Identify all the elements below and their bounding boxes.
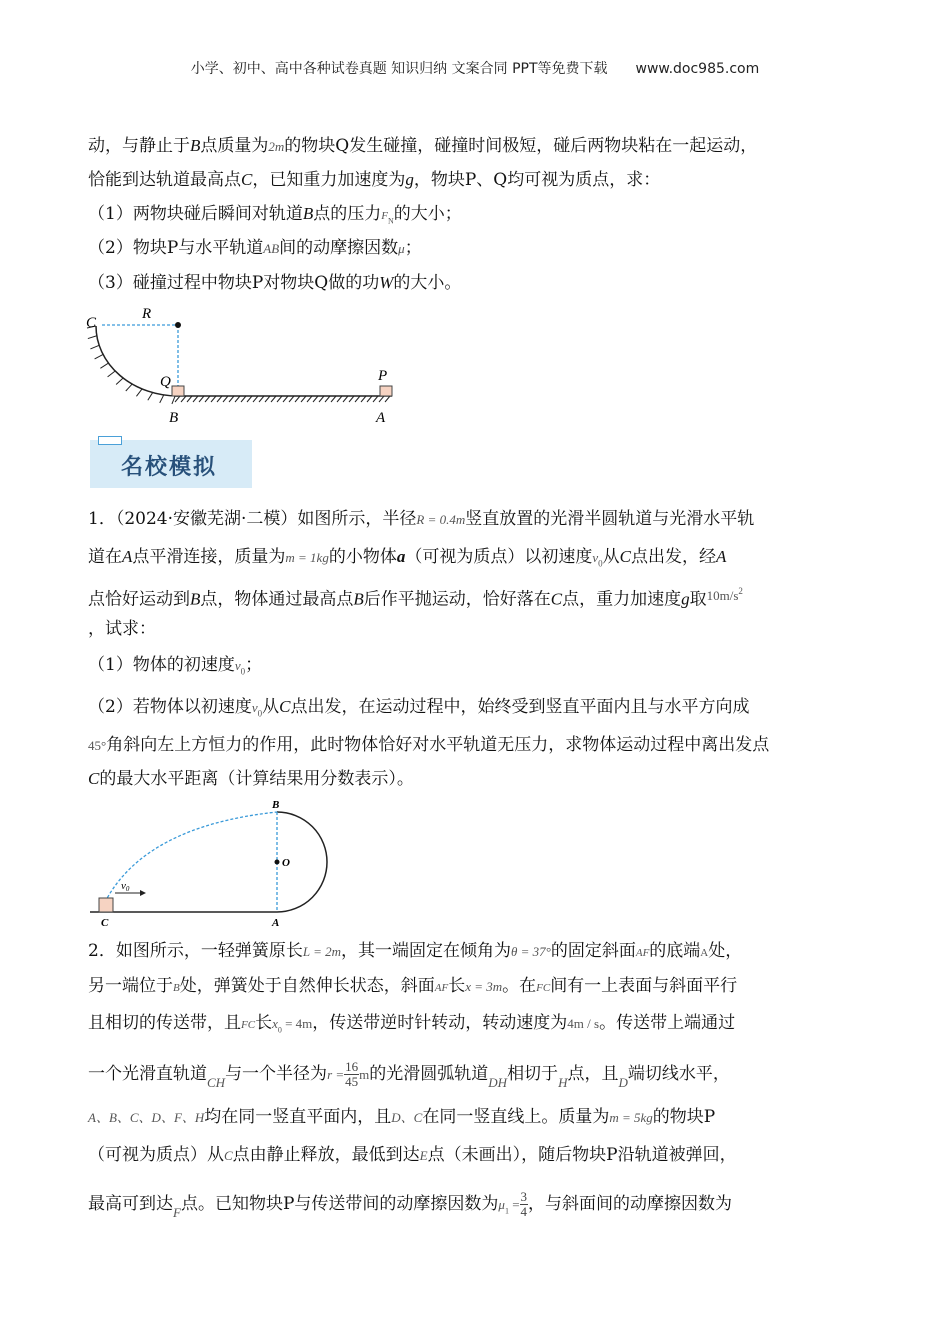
- p1-question-1: （1）两物块碰后瞬间对轨道B点的压力$F_N$的大小；: [88, 204, 462, 226]
- label-O: O: [282, 857, 290, 869]
- hatch-mark: [319, 396, 324, 402]
- hatch-mark: [241, 396, 246, 402]
- hatch-mark: [289, 396, 294, 402]
- p2-line-1: 1．（2024·安徽芜湖·二模）如图所示，半径R = 0.4m竖直放置的光滑半圆轨道与光滑水平轨: [88, 509, 755, 529]
- p3-line-1: 2．如图所示，一轻弹簧原长L = 2m，其一端固定在倾角为θ = 37°的固定斜面AF的底端A处，: [88, 941, 743, 961]
- label-B: B: [272, 799, 280, 811]
- hatch-mark: [217, 396, 222, 402]
- p3-line-6: （可视为质点）从C点由静止释放，最低到达E点（未画出），随后物块P沿轨道被弹回，: [88, 1145, 737, 1165]
- p3-line-4: 一个光滑直轨道$_{CH}$与一个半径为r = $\frac{16}{45}$ m的光滑圆弧轨道$_{DH}$相切于$_H$点，且$_D$端切线水平，: [88, 1059, 730, 1090]
- hatch-mark: [331, 396, 336, 402]
- hatch-mark: [373, 396, 378, 402]
- arc-hatch-mark: [172, 396, 175, 404]
- arc-hatch-mark: [126, 384, 132, 391]
- header-url[interactable]: www.doc985.com: [635, 61, 760, 77]
- p2-line-3: 点恰好运动到B点，物体通过最高点B后作平抛运动，恰好落在C点，重力加速度g取$^{10m/s2}$: [88, 586, 743, 610]
- hatch-mark: [301, 396, 306, 402]
- hatch-mark: [283, 396, 288, 402]
- hatch-mark: [367, 396, 372, 402]
- label-R: R: [142, 306, 152, 322]
- hatch-mark: [313, 396, 318, 402]
- hatch-mark: [361, 396, 366, 402]
- arc-hatch-mark: [90, 345, 99, 349]
- p2-question-2-line-2: 45°角斜向左上方恒力的作用，此时物体恰好对水平轨道无压力，求物体运动过程中离出发点: [88, 735, 770, 755]
- p2-question-2-line-1: （2）若物体以初速度$v_0$从C点出发，在运动过程中，始终受到竖直平面内且与水平方向成: [88, 697, 750, 719]
- hatch-mark: [235, 396, 240, 402]
- p3-line-5: A、B、C、D、F、H均在同一竖直平面内，且D、C在同一竖直线上。质量为m = 5kg的物块P: [88, 1107, 716, 1127]
- fraction-3-4: $\frac{3}{4}$: [520, 1189, 528, 1219]
- label-A: A: [272, 917, 280, 929]
- arc-hatch-mark: [116, 378, 123, 384]
- arc-hatch-mark: [160, 395, 164, 403]
- block-Q: [172, 386, 184, 396]
- block-a: [99, 898, 113, 912]
- p1-question-2: （2）物块P与水平轨道AB间的动摩擦因数μ；: [88, 238, 422, 258]
- projectile-path-dashed: [105, 812, 277, 902]
- p1-question-3: （3）碰撞过程中物块P对物块Q做的功W的大小。: [88, 273, 462, 293]
- label-B: B: [169, 410, 179, 426]
- p2-question-2-line-3: C的最大水平距离（计算结果用分数表示）。: [88, 769, 414, 789]
- banner-tab-icon: [98, 436, 122, 445]
- p3-line-3: 且相切的传送带，且FC长$x_0 = 4m$，传送带逆时针转动，转动速度为4m / s。传送带上端通过: [88, 1013, 736, 1035]
- hatch-mark: [307, 396, 312, 402]
- hatch-mark: [343, 396, 348, 402]
- arc-center-dot: [175, 322, 181, 328]
- p3-line-2: 另一端位于B处，弹簧处于自然伸长状态，斜面AF长x = 3m。在FC间有一上表面与斜面平行: [88, 976, 738, 996]
- p2-line-2: 道在A点平滑连接，质量为m = 1kg的小物体a（可视为质点）以初速度$v_0$从C点出发，经A: [88, 547, 727, 569]
- hatch-mark: [205, 396, 210, 402]
- arc-hatch-mark: [108, 371, 116, 377]
- hatch-mark: [385, 396, 390, 402]
- block-P: [380, 386, 392, 396]
- hatch-mark: [379, 396, 384, 402]
- label-v0: v0: [121, 880, 130, 893]
- arc-hatch-mark: [100, 363, 108, 368]
- hatch-mark: [223, 396, 228, 402]
- hatch-mark: [265, 396, 270, 402]
- label-A: A: [376, 410, 386, 426]
- hatch-mark: [253, 396, 258, 402]
- hatch-mark: [325, 396, 330, 402]
- figure-1-track-diagram: [80, 300, 400, 430]
- hatch-mark: [355, 396, 360, 402]
- hatch-mark: [247, 396, 252, 402]
- velocity-arrow-head: [140, 890, 146, 896]
- hatch-mark: [199, 396, 204, 402]
- page-header: [0, 58, 950, 78]
- label-C: C: [101, 917, 109, 929]
- p2-line-4: ，试求：: [88, 619, 156, 639]
- arc-hatch-mark: [136, 389, 142, 396]
- header-text: 小学、初中、高中各种试卷真题 知识归纳 文案合同 PPT等免费下载: [190, 61, 608, 77]
- label-C: C: [86, 315, 97, 331]
- section-banner: [90, 440, 252, 488]
- p2-question-1: （1）物体的初速度$v_0$；: [88, 655, 263, 677]
- hatch-mark: [175, 396, 180, 402]
- arc-hatch-mark: [88, 336, 97, 339]
- arc-hatch-mark: [95, 354, 103, 358]
- hatch-mark: [295, 396, 300, 402]
- hatch-mark: [277, 396, 282, 402]
- hatch-mark: [259, 396, 264, 402]
- hatch-mark: [211, 396, 216, 402]
- hatch-mark: [349, 396, 354, 402]
- figure-2-semicircle-diagram: [85, 796, 345, 931]
- label-P: P: [378, 368, 388, 384]
- p1-line-2: 恰能到达轨道最高点C，已知重力加速度为g，物块P、Q均可视为质点，求：: [88, 170, 661, 190]
- p3-line-7: 最高可到达$_F$点。已知物块P与传送带间的动摩擦因数为$\mu_1$ = $\frac{3}{4}$ ，与斜面间的动摩擦因数为: [88, 1189, 733, 1220]
- p1-line-1: 动，与静止于B点质量为2m的物块Q发生碰撞，碰撞时间极短，碰后两物块粘在一起运动，: [88, 136, 758, 156]
- hatch-mark: [229, 396, 234, 402]
- fraction-16-45: $\frac{16}{45}$: [345, 1059, 359, 1089]
- banner-title: 名校模拟: [121, 455, 218, 480]
- hatch-mark: [193, 396, 198, 402]
- hatch-mark: [337, 396, 342, 402]
- hatch-mark: [187, 396, 192, 402]
- hatch-mark: [271, 396, 276, 402]
- arc-hatch-mark: [148, 393, 153, 401]
- hatch-mark: [181, 396, 186, 402]
- center-dot: [275, 860, 280, 865]
- label-Q: Q: [160, 374, 171, 390]
